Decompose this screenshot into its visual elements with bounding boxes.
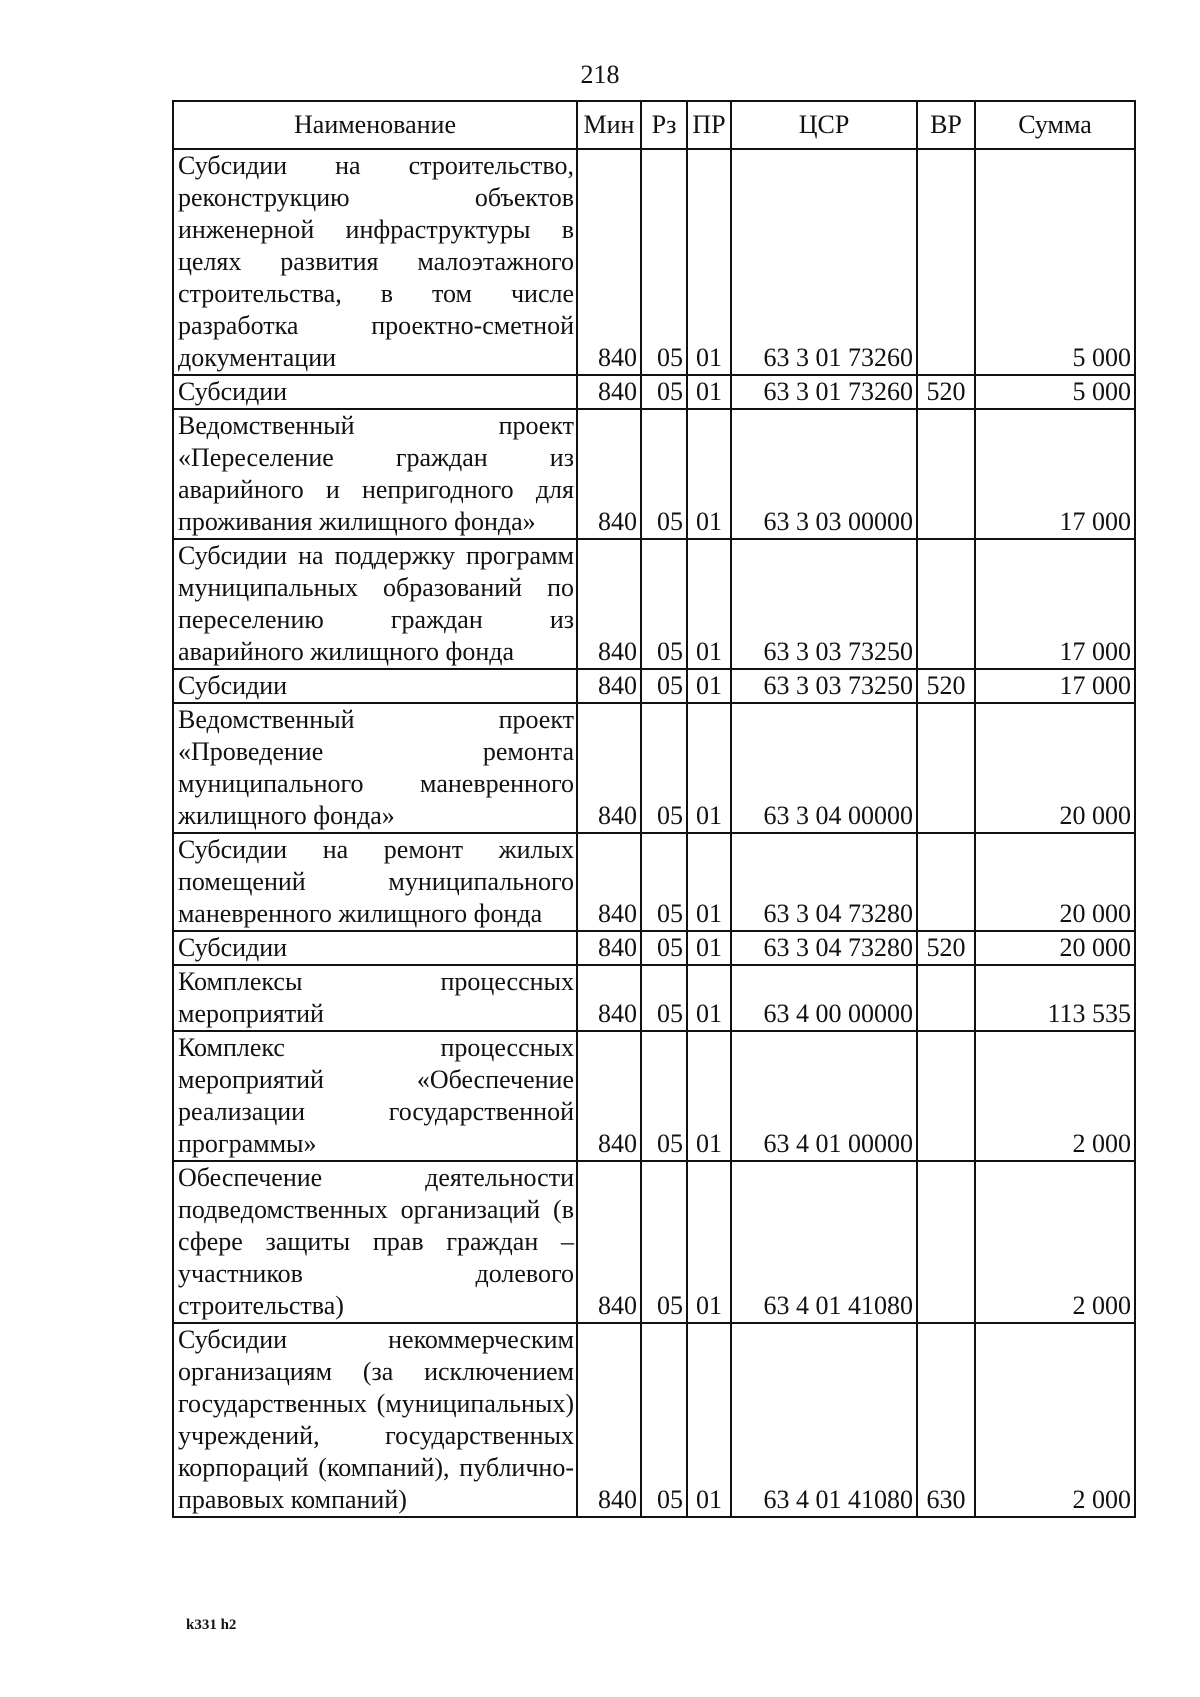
- row-csr: 63 4 01 00000: [731, 1031, 917, 1161]
- table-row: [173, 409, 1135, 539]
- row-rz: 05: [641, 965, 687, 1031]
- footer-code: k331 h2: [186, 1617, 237, 1633]
- row-name: Субсидии: [173, 375, 577, 409]
- row-pr: 01: [687, 1031, 731, 1161]
- row-name: Ведомственный проект «Переселение граждан из аварийного и непригодного для проживания жилищного фонда»: [173, 409, 577, 539]
- row-vr: 630: [917, 1323, 975, 1517]
- row-sum: 20 000: [975, 703, 1135, 833]
- row-pr: 01: [687, 1161, 731, 1323]
- row-name: Субсидии на ремонт жилых помещений муниципального маневренного жилищного фонда: [173, 833, 577, 931]
- row-csr: 63 4 01 41080: [731, 1323, 917, 1517]
- row-sum: 2 000: [975, 1323, 1135, 1517]
- table-row: [173, 375, 1135, 409]
- row-rz: 05: [641, 833, 687, 931]
- table-row: [173, 669, 1135, 703]
- row-rz: 05: [641, 149, 687, 375]
- row-min: 840: [577, 931, 641, 965]
- table-row: [173, 1161, 1135, 1323]
- table-row: [173, 1031, 1135, 1161]
- row-rz: 05: [641, 1323, 687, 1517]
- row-csr: 63 3 04 73280: [731, 833, 917, 931]
- row-name: Субсидии на строительство, реконструкцию объектов инженерной инфраструктуры в целях развития малоэтажного строительства, в том числе разработка проектно-сметной документации: [173, 149, 577, 375]
- row-name: Субсидии: [173, 931, 577, 965]
- row-rz: 05: [641, 409, 687, 539]
- header-name: Наименование: [173, 101, 577, 149]
- row-sum: 20 000: [975, 931, 1135, 965]
- row-rz: 05: [641, 1031, 687, 1161]
- row-vr: [917, 1031, 975, 1161]
- row-pr: 01: [687, 149, 731, 375]
- row-sum: 5 000: [975, 149, 1135, 375]
- row-vr: [917, 965, 975, 1031]
- row-pr: 01: [687, 833, 731, 931]
- row-vr: [917, 833, 975, 931]
- row-vr: [917, 409, 975, 539]
- row-min: 840: [577, 375, 641, 409]
- row-min: 840: [577, 149, 641, 375]
- row-vr: [917, 149, 975, 375]
- row-pr: 01: [687, 375, 731, 409]
- budget-table: [172, 100, 1136, 1518]
- row-min: 840: [577, 1323, 641, 1517]
- row-name: Комплексы процессных мероприятий: [173, 965, 577, 1031]
- row-sum: 17 000: [975, 539, 1135, 669]
- table-row: [173, 833, 1135, 931]
- row-pr: 01: [687, 669, 731, 703]
- row-name: Субсидии: [173, 669, 577, 703]
- row-csr: 63 3 04 73280: [731, 931, 917, 965]
- row-min: 840: [577, 1161, 641, 1323]
- header-pr: ПР: [687, 101, 731, 149]
- table-row: [173, 539, 1135, 669]
- row-min: 840: [577, 1031, 641, 1161]
- row-pr: 01: [687, 409, 731, 539]
- row-sum: 2 000: [975, 1031, 1135, 1161]
- row-csr: 63 3 03 73250: [731, 539, 917, 669]
- row-pr: 01: [687, 965, 731, 1031]
- row-csr: 63 3 03 73250: [731, 669, 917, 703]
- row-pr: 01: [687, 931, 731, 965]
- row-pr: 01: [687, 539, 731, 669]
- header-csr: ЦСР: [731, 101, 917, 149]
- row-sum: 17 000: [975, 669, 1135, 703]
- row-vr: 520: [917, 931, 975, 965]
- row-vr: [917, 539, 975, 669]
- table-row: [173, 1323, 1135, 1517]
- table-row: [173, 703, 1135, 833]
- row-csr: 63 3 01 73260: [731, 149, 917, 375]
- row-vr: 520: [917, 375, 975, 409]
- table-row: [173, 149, 1135, 375]
- row-rz: 05: [641, 703, 687, 833]
- row-name: Ведомственный проект «Проведение ремонта муниципального маневренного жилищного фонда»: [173, 703, 577, 833]
- row-rz: 05: [641, 931, 687, 965]
- table-row: [173, 931, 1135, 965]
- row-min: 840: [577, 833, 641, 931]
- row-min: 840: [577, 669, 641, 703]
- row-csr: 63 3 01 73260: [731, 375, 917, 409]
- row-min: 840: [577, 703, 641, 833]
- row-sum: 113 535: [975, 965, 1135, 1031]
- row-pr: 01: [687, 1323, 731, 1517]
- row-rz: 05: [641, 669, 687, 703]
- row-csr: 63 4 01 41080: [731, 1161, 917, 1323]
- row-sum: 2 000: [975, 1161, 1135, 1323]
- table-row: [173, 965, 1135, 1031]
- row-name: Субсидии некоммерческим организациям (за исключением государственных (муниципальных) учреждений, государственных корпораций (компаний), публично-правовых компаний): [173, 1323, 577, 1517]
- row-sum: 20 000: [975, 833, 1135, 931]
- page-number: 218: [580, 60, 620, 89]
- row-rz: 05: [641, 539, 687, 669]
- row-name: Субсидии на поддержку программ муниципальных образований по переселению граждан из аварийного жилищного фонда: [173, 539, 577, 669]
- header-min: Мин: [577, 101, 641, 149]
- row-name: Комплекс процессных мероприятий «Обеспечение реализации государственной программы»: [173, 1031, 577, 1161]
- row-vr: [917, 703, 975, 833]
- header-vr: ВР: [917, 101, 975, 149]
- row-csr: 63 3 03 00000: [731, 409, 917, 539]
- row-pr: 01: [687, 703, 731, 833]
- row-sum: 5 000: [975, 375, 1135, 409]
- row-csr: 63 4 00 00000: [731, 965, 917, 1031]
- row-sum: 17 000: [975, 409, 1135, 539]
- table-header-row: [173, 101, 1135, 149]
- row-csr: 63 3 04 00000: [731, 703, 917, 833]
- row-name: Обеспечение деятельности подведомственных организаций (в сфере защиты прав граждан – участников долевого строительства): [173, 1161, 577, 1323]
- row-min: 840: [577, 409, 641, 539]
- header-rz: Рз: [641, 101, 687, 149]
- row-rz: 05: [641, 1161, 687, 1323]
- header-sum: Сумма: [975, 101, 1135, 149]
- row-min: 840: [577, 965, 641, 1031]
- row-rz: 05: [641, 375, 687, 409]
- row-min: 840: [577, 539, 641, 669]
- row-vr: [917, 1161, 975, 1323]
- row-vr: 520: [917, 669, 975, 703]
